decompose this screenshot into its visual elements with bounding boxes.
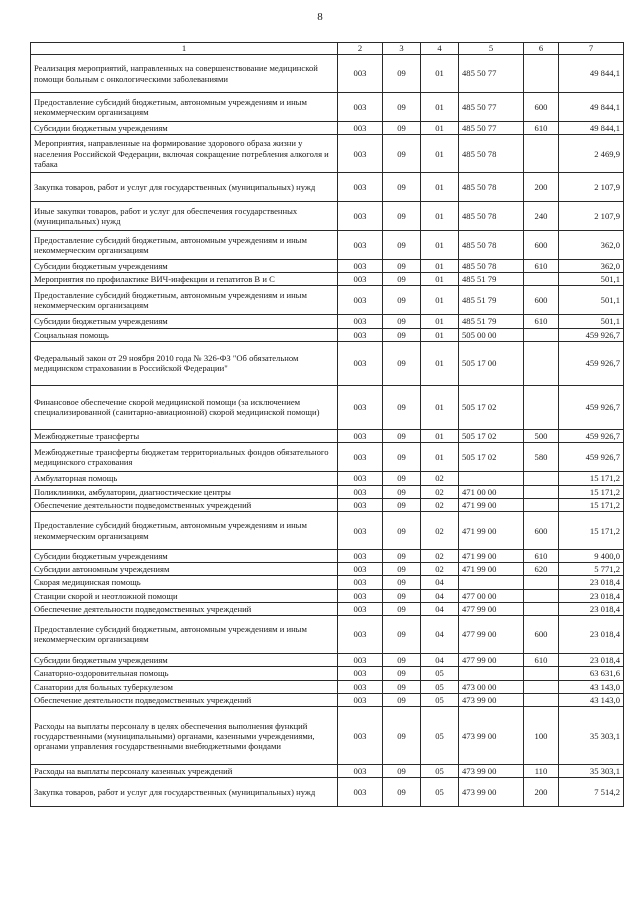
- table-row: [31, 315, 624, 328]
- table-row: [31, 93, 624, 122]
- ministry-code: 003: [338, 135, 383, 173]
- row-name: Обеспечение деятельности подведомственных учреждений: [31, 602, 338, 615]
- ministry-code: 003: [338, 563, 383, 576]
- amount: 459 926,7: [559, 385, 624, 429]
- target-article-code: 471 00 00: [459, 485, 524, 498]
- table-row: [31, 653, 624, 666]
- amount: 362,0: [559, 231, 624, 260]
- section-code: 09: [383, 602, 421, 615]
- expense-type-code: [524, 341, 559, 385]
- subsection-code: 01: [421, 442, 459, 471]
- amount: 459 926,7: [559, 328, 624, 341]
- ministry-code: 003: [338, 707, 383, 765]
- column-header: 1: [31, 43, 338, 55]
- table-row: [31, 666, 624, 680]
- target-article-code: 485 51 79: [459, 273, 524, 286]
- table-row: [31, 615, 624, 653]
- expense-type-code: 610: [524, 550, 559, 563]
- section-code: 09: [383, 273, 421, 286]
- target-article-code: 485 51 79: [459, 286, 524, 315]
- table-row: [31, 231, 624, 260]
- subsection-code: 01: [421, 315, 459, 328]
- subsection-code: 01: [421, 328, 459, 341]
- target-article-code: 485 50 78: [459, 231, 524, 260]
- section-code: 09: [383, 653, 421, 666]
- subsection-code: 02: [421, 471, 459, 485]
- row-name: Социальная помощь: [31, 328, 338, 341]
- expense-type-code: [524, 273, 559, 286]
- row-name: Санаторно-оздоровительная помощь: [31, 666, 338, 680]
- header-row: [31, 43, 624, 55]
- ministry-code: 003: [338, 485, 383, 498]
- table-row: [31, 512, 624, 550]
- amount: 15 171,2: [559, 512, 624, 550]
- subsection-code: 02: [421, 485, 459, 498]
- section-code: 09: [383, 512, 421, 550]
- column-header: 3: [383, 43, 421, 55]
- table-row: [31, 498, 624, 511]
- table-row: [31, 471, 624, 485]
- table-row: [31, 550, 624, 563]
- subsection-code: 01: [421, 231, 459, 260]
- expense-type-code: 600: [524, 512, 559, 550]
- row-name: Предоставление субсидий бюджетным, автономным учреждениям и иным некоммерческим организациям: [31, 512, 338, 550]
- target-article-code: 505 17 00: [459, 341, 524, 385]
- expense-type-code: 100: [524, 707, 559, 765]
- target-article-code: 485 51 79: [459, 315, 524, 328]
- table-row: [31, 341, 624, 385]
- ministry-code: 003: [338, 341, 383, 385]
- table-row: [31, 122, 624, 135]
- section-code: 09: [383, 328, 421, 341]
- subsection-code: 01: [421, 385, 459, 429]
- ministry-code: 003: [338, 231, 383, 260]
- expense-type-code: [524, 576, 559, 589]
- expense-type-code: [524, 694, 559, 707]
- amount: 2 107,9: [559, 202, 624, 231]
- amount: 501,1: [559, 273, 624, 286]
- expense-type-code: 600: [524, 615, 559, 653]
- expense-type-code: 610: [524, 315, 559, 328]
- row-name: Иные закупки товаров, работ и услуг для обеспечения государственных (муниципальных) нужд: [31, 202, 338, 231]
- row-name: Предоставление субсидий бюджетным, автономным учреждениям и иным некоммерческим организациям: [31, 286, 338, 315]
- amount: 15 171,2: [559, 485, 624, 498]
- table-row: [31, 55, 624, 93]
- expense-type-code: 610: [524, 260, 559, 273]
- section-code: 09: [383, 93, 421, 122]
- row-name: Закупка товаров, работ и услуг для государственных (муниципальных) нужд: [31, 173, 338, 202]
- amount: 9 400,0: [559, 550, 624, 563]
- subsection-code: 02: [421, 512, 459, 550]
- table-row: [31, 765, 624, 778]
- target-article-code: 485 50 78: [459, 135, 524, 173]
- section-code: 09: [383, 694, 421, 707]
- target-article-code: 485 50 78: [459, 173, 524, 202]
- target-article-code: 485 50 78: [459, 260, 524, 273]
- amount: 459 926,7: [559, 442, 624, 471]
- section-code: 09: [383, 286, 421, 315]
- table-row: [31, 385, 624, 429]
- row-name: Поликлиники, амбулатории, диагностические центры: [31, 485, 338, 498]
- amount: 23 018,4: [559, 576, 624, 589]
- expense-type-code: 600: [524, 231, 559, 260]
- row-name: Санатории для больных туберкулезом: [31, 680, 338, 693]
- row-name: Предоставление субсидий бюджетным, автономным учреждениям и иным некоммерческим организациям: [31, 615, 338, 653]
- ministry-code: 003: [338, 576, 383, 589]
- amount: 43 143,0: [559, 680, 624, 693]
- subsection-code: 04: [421, 589, 459, 602]
- amount: 459 926,7: [559, 429, 624, 442]
- ministry-code: 003: [338, 315, 383, 328]
- expense-type-code: [524, 135, 559, 173]
- expense-type-code: 500: [524, 429, 559, 442]
- ministry-code: 003: [338, 173, 383, 202]
- section-code: 09: [383, 135, 421, 173]
- subsection-code: 02: [421, 498, 459, 511]
- expense-type-code: 110: [524, 765, 559, 778]
- row-name: Федеральный закон от 29 ноября 2010 года № 326-ФЗ "Об обязательном медицинском страховании в Российской Федерации": [31, 341, 338, 385]
- subsection-code: 01: [421, 55, 459, 93]
- row-name: Межбюджетные трансферты бюджетам территориальных фондов обязательного медицинского страхования: [31, 442, 338, 471]
- section-code: 09: [383, 615, 421, 653]
- ministry-code: 003: [338, 471, 383, 485]
- section-code: 09: [383, 260, 421, 273]
- table-row: [31, 576, 624, 589]
- row-name: Расходы на выплаты персоналу в целях обеспечения выполнения функций государственными (муниципальными) органами, казенными учреждениями, органами управления государственными внебюджетными фондами: [31, 707, 338, 765]
- target-article-code: 485 50 78: [459, 202, 524, 231]
- ministry-code: 003: [338, 202, 383, 231]
- row-name: Субсидии бюджетным учреждениям: [31, 550, 338, 563]
- amount: 2 107,9: [559, 173, 624, 202]
- amount: 7 514,2: [559, 778, 624, 807]
- ministry-code: 003: [338, 653, 383, 666]
- amount: 23 018,4: [559, 615, 624, 653]
- ministry-code: 003: [338, 328, 383, 341]
- row-name: Субсидии бюджетным учреждениям: [31, 315, 338, 328]
- ministry-code: 003: [338, 286, 383, 315]
- row-name: Предоставление субсидий бюджетным, автономным учреждениям и иным некоммерческим организациям: [31, 231, 338, 260]
- subsection-code: 02: [421, 550, 459, 563]
- section-code: 09: [383, 498, 421, 511]
- table-row: [31, 202, 624, 231]
- row-name: Субсидии автономным учреждениям: [31, 563, 338, 576]
- row-name: Мероприятия, направленные на формирование здорового образа жизни у населения Российской Федерации, включая сокращение потребления алкоголя и табака: [31, 135, 338, 173]
- row-name: Субсидии бюджетным учреждениям: [31, 122, 338, 135]
- subsection-code: 05: [421, 778, 459, 807]
- ministry-code: 003: [338, 680, 383, 693]
- amount: 501,1: [559, 315, 624, 328]
- table-row: [31, 602, 624, 615]
- table-row: [31, 135, 624, 173]
- section-code: 09: [383, 429, 421, 442]
- section-code: 09: [383, 576, 421, 589]
- amount: 49 844,1: [559, 93, 624, 122]
- section-code: 09: [383, 442, 421, 471]
- expense-type-code: 600: [524, 286, 559, 315]
- target-article-code: 473 99 00: [459, 694, 524, 707]
- section-code: 09: [383, 680, 421, 693]
- target-article-code: [459, 576, 524, 589]
- subsection-code: 04: [421, 576, 459, 589]
- subsection-code: 05: [421, 666, 459, 680]
- expense-type-code: [524, 602, 559, 615]
- expense-type-code: 580: [524, 442, 559, 471]
- expense-type-code: [524, 589, 559, 602]
- page-number: 8: [317, 11, 323, 23]
- amount: 23 018,4: [559, 589, 624, 602]
- expense-type-code: 240: [524, 202, 559, 231]
- target-article-code: 473 99 00: [459, 707, 524, 765]
- ministry-code: 003: [338, 55, 383, 93]
- ministry-code: 003: [338, 694, 383, 707]
- ministry-code: 003: [338, 385, 383, 429]
- table-row: [31, 485, 624, 498]
- amount: 35 303,1: [559, 707, 624, 765]
- expense-type-code: [524, 498, 559, 511]
- expense-type-code: 200: [524, 778, 559, 807]
- table-row: [31, 286, 624, 315]
- section-code: 09: [383, 471, 421, 485]
- budget-table: [30, 42, 624, 807]
- ministry-code: 003: [338, 122, 383, 135]
- section-code: 09: [383, 765, 421, 778]
- row-name: Обеспечение деятельности подведомственных учреждений: [31, 498, 338, 511]
- ministry-code: 003: [338, 615, 383, 653]
- target-article-code: 477 99 00: [459, 653, 524, 666]
- expense-type-code: [524, 680, 559, 693]
- ministry-code: 003: [338, 260, 383, 273]
- section-code: 09: [383, 315, 421, 328]
- expense-type-code: 200: [524, 173, 559, 202]
- subsection-code: 01: [421, 273, 459, 286]
- section-code: 09: [383, 563, 421, 576]
- amount: 501,1: [559, 286, 624, 315]
- row-name: Субсидии бюджетным учреждениям: [31, 653, 338, 666]
- row-name: Субсидии бюджетным учреждениям: [31, 260, 338, 273]
- expense-type-code: [524, 485, 559, 498]
- subsection-code: 01: [421, 173, 459, 202]
- table-row: [31, 778, 624, 807]
- amount: 23 018,4: [559, 653, 624, 666]
- subsection-code: 04: [421, 653, 459, 666]
- target-article-code: 485 50 77: [459, 93, 524, 122]
- row-name: Мероприятия по профилактике ВИЧ-инфекции и гепатитов В и С: [31, 273, 338, 286]
- ministry-code: 003: [338, 498, 383, 511]
- target-article-code: 477 99 00: [459, 602, 524, 615]
- target-article-code: 505 00 00: [459, 328, 524, 341]
- subsection-code: 05: [421, 694, 459, 707]
- section-code: 09: [383, 341, 421, 385]
- amount: 362,0: [559, 260, 624, 273]
- table-row: [31, 680, 624, 693]
- amount: 63 631,6: [559, 666, 624, 680]
- target-article-code: 485 50 77: [459, 122, 524, 135]
- target-article-code: 505 17 02: [459, 385, 524, 429]
- table-row: [31, 442, 624, 471]
- ministry-code: 003: [338, 602, 383, 615]
- table-row: [31, 260, 624, 273]
- table-row: [31, 273, 624, 286]
- target-article-code: 505 17 02: [459, 429, 524, 442]
- expense-type-code: 620: [524, 563, 559, 576]
- subsection-code: 05: [421, 707, 459, 765]
- amount: 43 143,0: [559, 694, 624, 707]
- row-name: Закупка товаров, работ и услуг для государственных (муниципальных) нужд: [31, 778, 338, 807]
- amount: 15 171,2: [559, 471, 624, 485]
- target-article-code: 473 99 00: [459, 778, 524, 807]
- subsection-code: 01: [421, 286, 459, 315]
- target-article-code: 473 99 00: [459, 765, 524, 778]
- ministry-code: 003: [338, 93, 383, 122]
- row-name: Финансовое обеспечение скорой медицинской помощи (за исключением специализированной (санитарно-авиационной) скорой медицинской помощи): [31, 385, 338, 429]
- subsection-code: 01: [421, 135, 459, 173]
- table-row: [31, 429, 624, 442]
- subsection-code: 01: [421, 341, 459, 385]
- row-name: Станции скорой и неотложной помощи: [31, 589, 338, 602]
- target-article-code: 471 99 00: [459, 512, 524, 550]
- ministry-code: 003: [338, 429, 383, 442]
- section-code: 09: [383, 666, 421, 680]
- table-row: [31, 563, 624, 576]
- ministry-code: 003: [338, 666, 383, 680]
- row-name: Реализация мероприятий, направленных на совершенствование медицинской помощи больным с онкологическими заболеваниями: [31, 55, 338, 93]
- column-header: 7: [559, 43, 624, 55]
- subsection-code: 04: [421, 602, 459, 615]
- column-header: 5: [459, 43, 524, 55]
- row-name: Скорая медицинская помощь: [31, 576, 338, 589]
- target-article-code: 471 99 00: [459, 550, 524, 563]
- table-row: [31, 694, 624, 707]
- section-code: 09: [383, 550, 421, 563]
- table-row: [31, 173, 624, 202]
- amount: 23 018,4: [559, 602, 624, 615]
- section-code: 09: [383, 55, 421, 93]
- section-code: 09: [383, 778, 421, 807]
- expense-type-code: 610: [524, 122, 559, 135]
- subsection-code: 01: [421, 202, 459, 231]
- ministry-code: 003: [338, 778, 383, 807]
- section-code: 09: [383, 707, 421, 765]
- table-body: [31, 55, 624, 807]
- table-row: [31, 589, 624, 602]
- table-row: [31, 707, 624, 765]
- section-code: 09: [383, 122, 421, 135]
- expense-type-code: [524, 328, 559, 341]
- column-header: 4: [421, 43, 459, 55]
- expense-type-code: 600: [524, 93, 559, 122]
- amount: 15 171,2: [559, 498, 624, 511]
- target-article-code: 477 99 00: [459, 615, 524, 653]
- ministry-code: 003: [338, 512, 383, 550]
- ministry-code: 003: [338, 589, 383, 602]
- ministry-code: 003: [338, 550, 383, 563]
- amount: 49 844,1: [559, 55, 624, 93]
- row-name: Амбулаторная помощь: [31, 471, 338, 485]
- row-name: Обеспечение деятельности подведомственных учреждений: [31, 694, 338, 707]
- target-article-code: 471 99 00: [459, 498, 524, 511]
- target-article-code: 471 99 00: [459, 563, 524, 576]
- section-code: 09: [383, 485, 421, 498]
- expense-type-code: [524, 471, 559, 485]
- subsection-code: 01: [421, 93, 459, 122]
- amount: 35 303,1: [559, 765, 624, 778]
- target-article-code: 485 50 77: [459, 55, 524, 93]
- amount: 459 926,7: [559, 341, 624, 385]
- column-header: 2: [338, 43, 383, 55]
- row-name: Предоставление субсидий бюджетным, автономным учреждениям и иным некоммерческим организациям: [31, 93, 338, 122]
- target-article-code: [459, 471, 524, 485]
- section-code: 09: [383, 202, 421, 231]
- section-code: 09: [383, 385, 421, 429]
- subsection-code: 01: [421, 122, 459, 135]
- expense-type-code: 610: [524, 653, 559, 666]
- target-article-code: 505 17 02: [459, 442, 524, 471]
- target-article-code: 477 00 00: [459, 589, 524, 602]
- section-code: 09: [383, 173, 421, 202]
- amount: 5 771,2: [559, 563, 624, 576]
- expense-type-code: [524, 385, 559, 429]
- ministry-code: 003: [338, 273, 383, 286]
- subsection-code: 04: [421, 615, 459, 653]
- subsection-code: 05: [421, 680, 459, 693]
- target-article-code: 473 00 00: [459, 680, 524, 693]
- section-code: 09: [383, 231, 421, 260]
- expense-type-code: [524, 55, 559, 93]
- subsection-code: 01: [421, 429, 459, 442]
- ministry-code: 003: [338, 765, 383, 778]
- subsection-code: 02: [421, 563, 459, 576]
- column-header: 6: [524, 43, 559, 55]
- expense-type-code: [524, 666, 559, 680]
- subsection-code: 05: [421, 765, 459, 778]
- table-row: [31, 328, 624, 341]
- row-name: Межбюджетные трансферты: [31, 429, 338, 442]
- amount: 49 844,1: [559, 122, 624, 135]
- ministry-code: 003: [338, 442, 383, 471]
- section-code: 09: [383, 589, 421, 602]
- target-article-code: [459, 666, 524, 680]
- row-name: Расходы на выплаты персоналу казенных учреждений: [31, 765, 338, 778]
- amount: 2 469,9: [559, 135, 624, 173]
- subsection-code: 01: [421, 260, 459, 273]
